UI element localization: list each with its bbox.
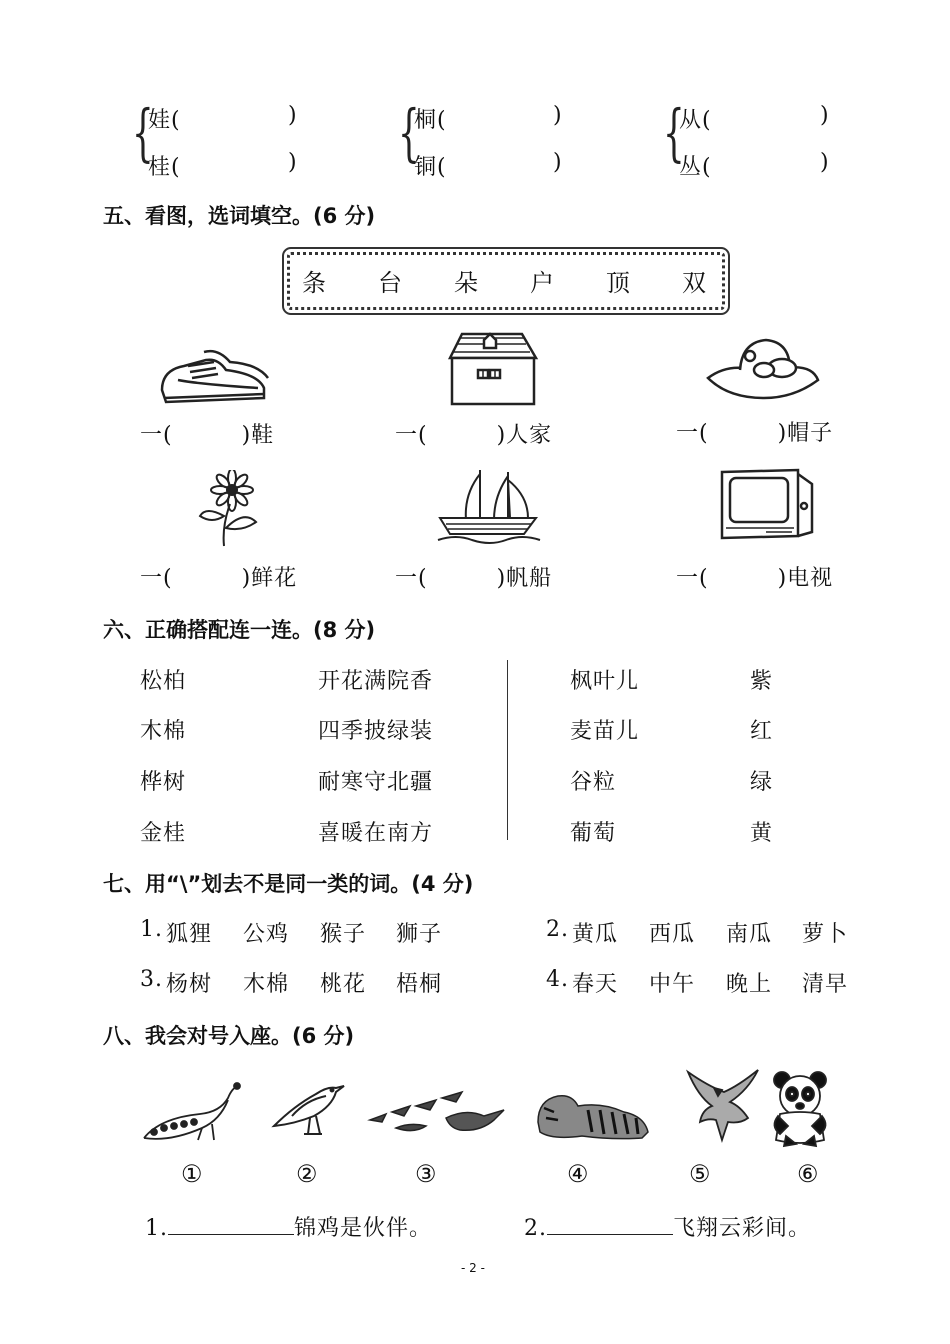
- group-4-word-4: 清早: [802, 972, 849, 997]
- group-3-word-4: 梧桐: [396, 972, 443, 997]
- pair-2-bottom-close: ): [553, 150, 563, 175]
- page-number: - 2 -: [461, 1261, 485, 1275]
- pair-1-bottom: 桂(: [148, 155, 181, 180]
- fill-house: 一( )人家: [395, 423, 553, 448]
- group-3-num: 3.: [140, 967, 163, 992]
- hat-icon: [704, 336, 824, 404]
- match-left-desc-2: 四季披绿装: [318, 719, 434, 744]
- word-box-item-5: 顶: [606, 269, 630, 297]
- fill-sentence-2-num: 2.: [524, 1216, 547, 1241]
- fill-sentence-2-text: 飞翔云彩间。: [673, 1216, 812, 1241]
- group-4-num: 4.: [546, 967, 569, 992]
- fill-shoes: 一( )鞋: [140, 423, 275, 448]
- match-left-desc-3: 耐寒守北疆: [318, 770, 434, 795]
- word-box-item-6: 双: [682, 269, 706, 297]
- match-left-desc-1: 开花满院香: [318, 669, 434, 694]
- pair-2-top: 桐(: [414, 108, 447, 133]
- section8-heading: 八、我会对号入座。(6 分): [103, 1024, 355, 1048]
- brace-1: {: [132, 96, 154, 169]
- match-left-item-4: 金桂: [140, 821, 187, 846]
- fill-tv: 一( )电视: [676, 566, 834, 591]
- shoes-icon: [158, 340, 270, 408]
- bird-icon: [270, 1076, 346, 1140]
- fill-sentence-1: [145, 1211, 432, 1242]
- section5-heading: 五、看图，选词填空。(6 分): [103, 204, 376, 228]
- word-box-item-4: 户: [530, 269, 554, 297]
- tiger-icon: [532, 1082, 652, 1144]
- brace-3: {: [663, 96, 685, 169]
- section6-heading: 六、正确搭配连一连。(8 分): [103, 618, 376, 642]
- pair-1-top: 娃(: [148, 108, 181, 133]
- match-right-item-2: 麦苗儿: [570, 719, 640, 744]
- pair-3-top-close: ): [820, 103, 830, 128]
- section7-heading: 七、用“\”划去不是同一类的词。(4 分): [103, 872, 474, 896]
- match-right-color-3: 绿: [750, 770, 774, 795]
- pair-3-bottom-close: ): [820, 150, 830, 175]
- brace-2: {: [398, 96, 420, 169]
- group-3-word-2: 木棉: [243, 972, 290, 997]
- match-divider: [507, 660, 508, 840]
- group-4-word-1: 春天: [572, 972, 619, 997]
- fill-sentence-2-blank[interactable]: [547, 1214, 673, 1235]
- fill-sentence-1-text: 锦鸡是伙伴。: [294, 1216, 433, 1241]
- pair-3-top: 从(: [679, 108, 712, 133]
- fill-sailboat: 一( )帆船: [395, 566, 553, 591]
- geese-icon: [366, 1086, 512, 1142]
- match-left-item-1: 松柏: [140, 669, 187, 694]
- group-2-word-2: 西瓜: [649, 922, 696, 947]
- eagle-icon: [678, 1066, 762, 1146]
- fill-sentence-2: [524, 1211, 811, 1242]
- group-2-word-1: 黄瓜: [572, 922, 619, 947]
- animal-num-3: ③: [415, 1160, 437, 1188]
- group-2-num: 2.: [546, 917, 569, 942]
- group-3-word-3: 桃花: [320, 972, 367, 997]
- match-left-item-2: 木棉: [140, 719, 187, 744]
- fill-sentence-1-num: 1.: [145, 1216, 168, 1241]
- word-box-frame: [287, 252, 725, 310]
- match-right-color-4: 黄: [750, 821, 774, 846]
- fill-hat: 一( )帽子: [676, 421, 834, 446]
- pair-1-top-close: ): [288, 103, 298, 128]
- word-box-item-3: 朵: [454, 269, 478, 297]
- house-icon: [444, 330, 540, 408]
- group-4-word-3: 晚上: [726, 972, 773, 997]
- group-1-word-1: 狐狸: [166, 922, 213, 947]
- sailboat-icon: [436, 466, 542, 546]
- match-right-color-1: 紫: [750, 669, 774, 694]
- pair-2-top-close: ): [553, 103, 563, 128]
- flower-icon: [196, 470, 260, 548]
- animal-num-2: ②: [296, 1160, 318, 1188]
- group-2-word-4: 萝卜: [802, 922, 849, 947]
- match-left-desc-4: 喜暖在南方: [318, 821, 434, 846]
- match-right-item-1: 枫叶儿: [570, 669, 640, 694]
- fill-sentence-1-blank[interactable]: [168, 1214, 294, 1235]
- group-1-num: 1.: [140, 917, 163, 942]
- animal-num-1: ①: [181, 1160, 203, 1188]
- pair-1-bottom-close: ): [288, 150, 298, 175]
- group-1-word-2: 公鸡: [243, 922, 290, 947]
- match-right-item-4: 葡萄: [570, 821, 617, 846]
- pair-3-bottom: 丛(: [679, 155, 712, 180]
- match-right-color-2: 红: [750, 719, 774, 744]
- panda-icon: [766, 1070, 836, 1148]
- animal-num-5: ⑤: [689, 1160, 711, 1188]
- group-2-word-3: 南瓜: [726, 922, 773, 947]
- peacock-icon: [140, 1078, 244, 1144]
- animal-num-4: ④: [567, 1160, 589, 1188]
- tv-icon: [716, 466, 816, 546]
- group-3-word-1: 杨树: [166, 972, 213, 997]
- word-box-item-2: 台: [378, 269, 402, 297]
- word-box-item-1: 条: [302, 269, 326, 297]
- group-4-word-2: 中午: [649, 972, 696, 997]
- pair-2-bottom: 铜(: [414, 155, 447, 180]
- match-left-item-3: 桦树: [140, 770, 187, 795]
- group-1-word-3: 猴子: [320, 922, 367, 947]
- group-1-word-4: 狮子: [396, 922, 443, 947]
- fill-flower: 一( )鲜花: [140, 566, 298, 591]
- match-right-item-3: 谷粒: [570, 770, 617, 795]
- animal-num-6: ⑥: [797, 1160, 819, 1188]
